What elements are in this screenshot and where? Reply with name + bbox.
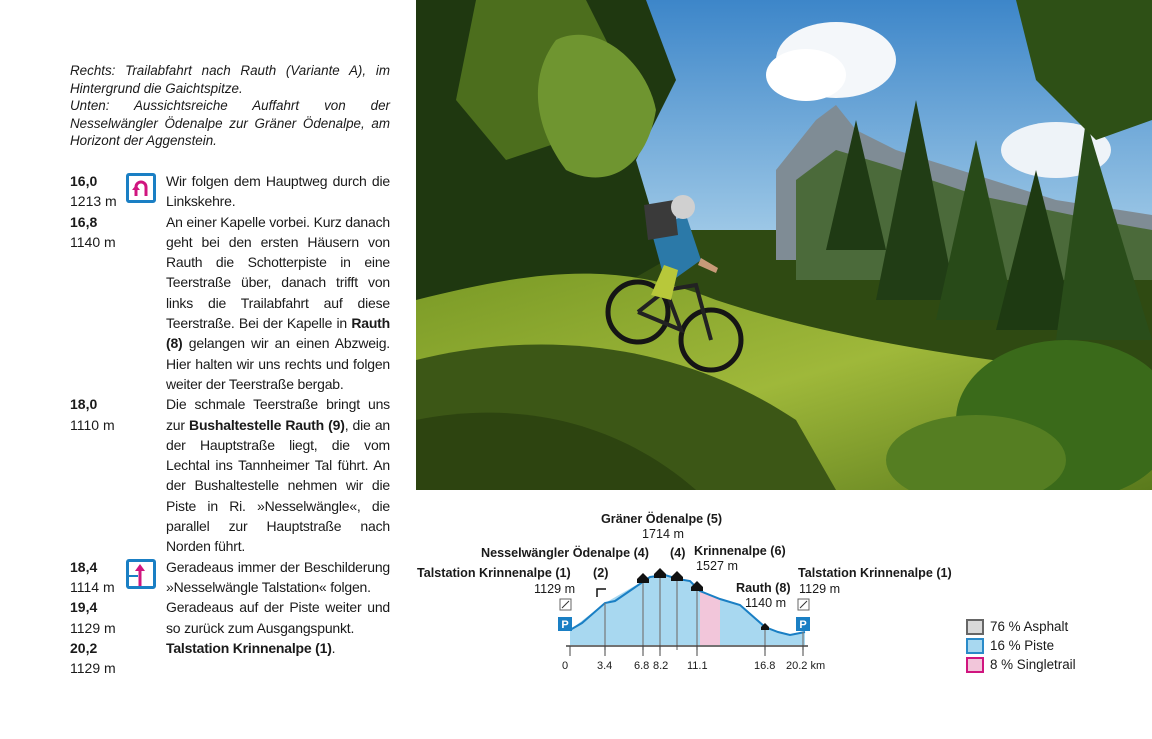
label-tal-right-alt: 1129 m	[799, 582, 841, 596]
step-text: Geradeaus auf der Piste weiter und so zurück zum Ausgangspunkt.	[166, 599, 390, 636]
route-step	[70, 171, 390, 212]
step-km: 18,0	[70, 396, 98, 413]
parking-icon	[796, 617, 810, 631]
label-tal-left-name: Talstation Krinnenalpe (1)	[417, 566, 571, 580]
surface-legend	[966, 617, 1076, 674]
singletrail-swatch	[966, 657, 984, 673]
legend-item	[966, 617, 1076, 636]
ski-lift-icon	[798, 599, 809, 610]
step-text: Die schmale Teerstraße bringt uns zur Bushaltestelle Rauth (9), die an der Hauptstraße liegt, die vom Lechtal ins Tannheimer Tal führt. An der Bushaltestelle nehmen wir die Piste in Ri. »Nesselwängle«, die parallel zur Hauptstraße nach Norden führt.	[166, 396, 390, 555]
step-km: 19,4	[70, 599, 98, 616]
legend-label: 76 % Asphalt	[990, 619, 1069, 634]
place-name: Rauth (8)	[166, 315, 390, 352]
svg-text:P: P	[799, 619, 807, 631]
step-altitude: 1114 m	[70, 578, 115, 595]
legend-item	[966, 655, 1076, 674]
step-altitude: 1129 m	[70, 660, 116, 677]
route-step	[70, 212, 390, 395]
caption-line-1: Rechts: Trailabfahrt nach Rauth (Variante A), im Hintergrund die Gaichtspitze.	[70, 63, 390, 96]
route-step	[70, 638, 390, 679]
x-tick-label: 6.8	[634, 660, 650, 672]
parking-icon	[558, 617, 572, 631]
ski-lift-icon	[560, 599, 571, 610]
step-km: 16,0	[70, 173, 98, 189]
legend-item	[966, 636, 1076, 655]
label-rauth-name: Rauth (8)	[736, 581, 791, 595]
legend-label: 16 % Piste	[990, 638, 1055, 653]
place-name: Talstation Krinnenalpe (1)	[166, 639, 332, 656]
route-description	[70, 171, 390, 678]
route-step	[70, 394, 390, 556]
piste-swatch	[966, 638, 984, 654]
step-text: Wir folgen dem Hauptweg durch die Linkskehre.	[166, 173, 390, 210]
label-nessel-name: Nesselwängler Ödenalpe (4)	[481, 546, 649, 560]
flag-icon	[597, 589, 606, 597]
label-nessel-4: (4)	[670, 546, 686, 560]
profile-piste-area	[570, 575, 700, 645]
step-km: 16,8	[70, 213, 98, 230]
x-tick-label: 0	[562, 660, 569, 672]
profile-singletrail-area	[700, 591, 720, 645]
step-altitude: 1213 m	[70, 193, 117, 210]
label-krinnen-name: Krinnenalpe (6)	[694, 544, 786, 558]
place-name: Bushaltestelle Rauth (9)	[189, 416, 345, 433]
route-step	[70, 597, 390, 638]
step-altitude: 1110 m	[70, 416, 115, 433]
asphalt-swatch	[966, 619, 984, 635]
step-altitude: 1129 m	[70, 619, 116, 636]
caption-line-2: Unten: Aussichtsreiche Auffahrt von der Nesselwängler Ödenalpe zur Gräner Ödenalpe, am Horizont der Aggenstein.	[70, 98, 390, 149]
label-point-2: (2)	[593, 566, 609, 580]
mountain-bike-photo	[416, 0, 1152, 490]
label-tal-left-alt: 1129 m	[534, 582, 576, 596]
label-tal-right-name: Talstation Krinnenalpe (1)	[798, 566, 952, 580]
x-tick-label: 16.8	[754, 660, 776, 672]
label-krinnen-alt: 1527 m	[696, 559, 739, 573]
u-turn-left-sign-icon	[126, 173, 156, 203]
svg-text:P: P	[561, 619, 569, 631]
label-rauth-alt: 1140 m	[745, 596, 787, 610]
label-graener-alt: 1714 m	[642, 527, 685, 541]
x-tick-label: 8.2	[653, 660, 669, 672]
step-altitude: 1140 m	[70, 233, 116, 250]
x-tick-label: 20.2 km	[786, 660, 826, 672]
step-km: 18,4	[70, 558, 98, 575]
label-graener-name: Gräner Ödenalpe (5)	[601, 512, 723, 526]
step-text: Talstation Krinnenalpe (1).	[166, 639, 336, 656]
elevation-profile	[410, 505, 970, 685]
step-text: Geradeaus immer der Beschilderung »Nesselwängle Talstation« folgen.	[166, 558, 390, 595]
straight-ahead-sign-icon	[126, 559, 156, 589]
route-step	[70, 557, 390, 598]
x-tick-label: 11.1	[687, 660, 708, 672]
legend-label: 8 % Singletrail	[990, 657, 1076, 672]
photo-caption	[70, 62, 390, 150]
x-tick-label: 3.4	[597, 660, 613, 672]
step-text: An einer Kapelle vorbei. Kurz danach geht bei den ersten Häusern von Rauth die Schotterpiste in eine Teerstraße über, danach trifft von links die Trailabfahrt auf diese Teerstraße. Bei der Kapelle in Rauth (8) gelangen wir an einen Abzweig. Hier halten wir uns rechts und folgen weiter der Teerstraße bergab.	[166, 213, 390, 392]
step-km: 20,2	[70, 639, 98, 656]
